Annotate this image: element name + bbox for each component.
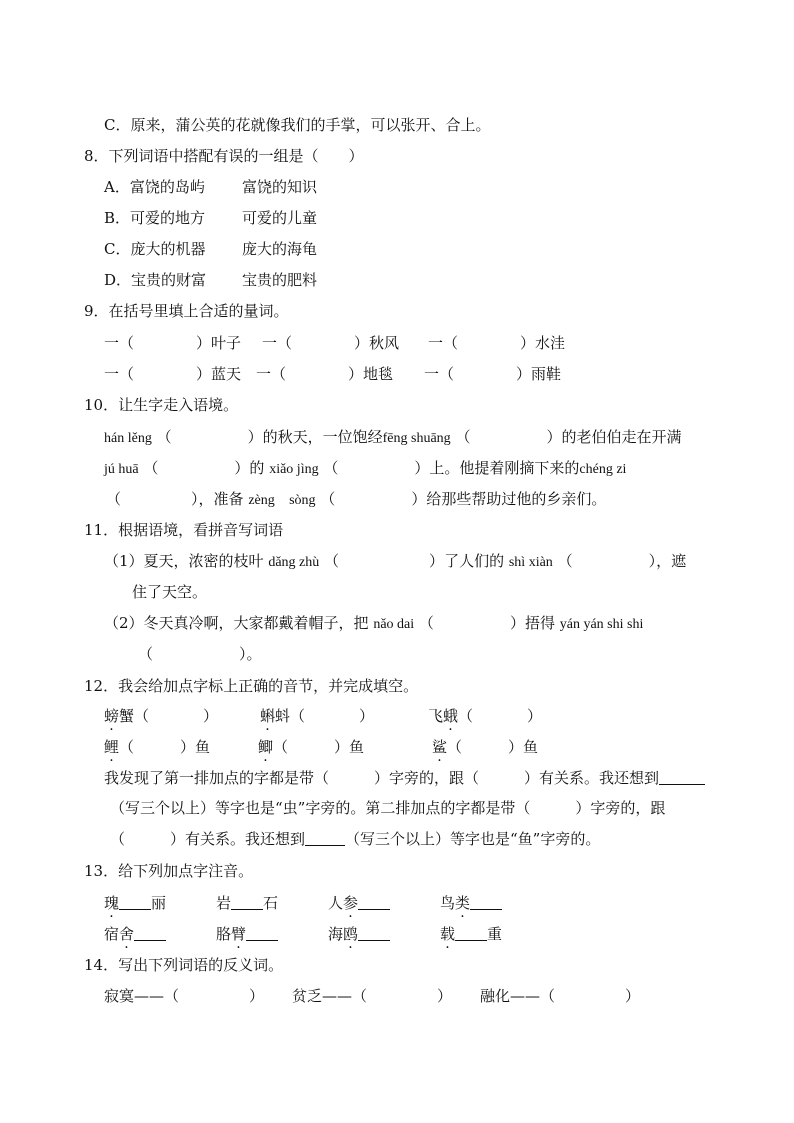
answer-blank[interactable]	[246, 924, 278, 941]
q14-stem: 14．写出下列词语的反义词。	[84, 956, 284, 974]
q9-paren: （	[439, 365, 455, 383]
q9-paren: （	[271, 365, 287, 383]
dotted-char: 臂	[231, 925, 247, 943]
q8-option-d	[104, 270, 206, 290]
q12-char: 鱼	[523, 738, 539, 756]
dotted-char: 鲤	[104, 738, 120, 756]
q9-one: 一	[424, 365, 440, 383]
q9-one: 一	[428, 334, 444, 352]
q14-word: 融化	[480, 987, 511, 1005]
pinyin: fēng shuāng	[382, 431, 451, 446]
q11-sentence-2: （2）冬天真冷啊，大家都戴着帽子，把 nǎo dai （ ）捂得 yán yán shi shi	[104, 614, 644, 632]
q12-text: （写三个以上）等字也是“鱼”字旁的。	[345, 830, 601, 848]
q9-paren: ）	[516, 365, 532, 383]
q9-item	[104, 333, 241, 353]
q14-item: 贫乏——（ ）	[292, 987, 453, 1005]
q10-line1: hán lěng （ ）的秋天，一位饱经fēng shuāng （ ）的老伯伯走在开满	[104, 428, 682, 446]
q9-paren: ）	[348, 365, 364, 383]
q13-item	[440, 893, 502, 913]
q12-item: 鲫（ ）鱼	[258, 738, 365, 756]
q14-word: 寂寞	[104, 987, 135, 1005]
q12-text: 我发现了第一排加点的字都是带（ ）字旁的，跟（ ）有关系。我还想到	[104, 769, 660, 787]
option-phrase: 宝贵的财富	[131, 271, 207, 289]
q9-item	[262, 333, 399, 353]
q13-item	[216, 924, 278, 944]
q12-paragraph-1	[104, 768, 705, 788]
q13-char: 宿	[104, 925, 120, 943]
q13-char: 胳	[216, 925, 232, 943]
q9-word: 叶子	[211, 334, 242, 352]
dotted-char: 舍	[119, 925, 135, 943]
q9-word: 水洼	[535, 334, 566, 352]
q13-item	[216, 893, 278, 913]
dotted-char: 蛾	[443, 707, 459, 725]
q11-text: ，遮	[656, 552, 687, 570]
q12-char: 鱼	[195, 738, 211, 756]
dotted-char: 螃	[104, 707, 120, 725]
q9-word: 秋风	[369, 334, 400, 352]
q9-item	[424, 364, 561, 384]
q9-paren: （	[443, 334, 459, 352]
dotted-char: 鲨	[432, 738, 448, 756]
dotted-char: 载	[440, 925, 456, 943]
q8-option-a	[104, 177, 205, 197]
answer-blank[interactable]	[305, 829, 345, 846]
q13-item	[104, 893, 166, 913]
q11-sentence-2-cont: （ ）。	[138, 645, 262, 663]
q14-word: 贫乏	[292, 987, 323, 1005]
q12-item: 飞蛾（ ）	[428, 707, 543, 725]
q10-line2: jú huā （ ）的 xiǎo jìng （ ）上。他提着刚摘下来的chéng zi	[104, 459, 627, 477]
q9-paren: （	[119, 365, 135, 383]
option-label: D．	[104, 271, 132, 289]
q10-line3: （ ），准备 zèng sòng （ ）给那些帮助过他的乡亲们。	[106, 490, 607, 508]
q12-char: 飞	[428, 707, 444, 725]
pinyin: hán lěng	[104, 431, 152, 446]
q14-item: 寂寞——（ ）	[104, 987, 265, 1005]
option-label: A．	[104, 178, 130, 196]
q12-text: （ ）有关系。我还想到	[110, 830, 306, 848]
q8-option-b-b: 可爱的儿童	[242, 209, 318, 227]
q9-one: 一	[104, 334, 120, 352]
q9-word: 雨鞋	[531, 365, 562, 383]
dotted-char: 类	[455, 894, 471, 912]
q8-option-b	[104, 208, 205, 228]
q12-item: 鲨（ ）鱼	[432, 738, 539, 756]
q7-option-c: C．原来，蒲公英的花就像我们的手掌，可以张开、合上。	[104, 116, 491, 134]
q13-char: 人	[328, 894, 344, 912]
q12-paragraph-3	[110, 829, 600, 849]
q9-paren: ）	[196, 365, 212, 383]
q9-paren: （	[119, 334, 135, 352]
q9-paren: ）	[354, 334, 370, 352]
option-phrase: 富饶的岛屿	[129, 178, 205, 196]
q9-paren: ）	[520, 334, 536, 352]
q8-option-c	[104, 239, 206, 259]
option-phrase: 可爱的地方	[130, 209, 206, 227]
q13-char: 岩	[216, 894, 232, 912]
q11-text: （2）冬天真冷啊，大家都戴着帽子，把	[104, 614, 369, 632]
q13-char: 石	[263, 894, 279, 912]
dotted-char: 蝌	[260, 707, 276, 725]
q11-stem: 11．根据语境，看拼音写词语	[84, 521, 284, 539]
q9-item	[256, 364, 393, 384]
dotted-char: 瑰	[104, 894, 120, 912]
dotted-char: 鸥	[343, 925, 359, 943]
answer-blank[interactable]	[134, 924, 166, 941]
q9-word: 地毯	[363, 365, 394, 383]
q11-text: （1）夏天，浓密的枝叶	[104, 552, 264, 570]
q12-stem: 12．我会给加点字标上正确的音节，并完成填空。	[84, 677, 419, 695]
q12-char: 蟹	[119, 707, 135, 725]
q9-paren: （	[277, 334, 293, 352]
q10-text: 给那些帮助过他的乡亲们。	[426, 490, 607, 508]
q9-paren: ）	[196, 334, 212, 352]
answer-blank[interactable]	[231, 893, 263, 910]
pinyin: sòng	[289, 493, 316, 508]
q12-paragraph-2: （写三个以上）等字也是“虫”字旁的。第二排加点的字都是带（ ）字旁的，跟	[110, 799, 666, 817]
q11-text: 捂得	[524, 614, 555, 632]
q13-char: 鸟	[440, 894, 456, 912]
option-label: B．	[104, 209, 131, 227]
q14-item: 融化——（ ）	[480, 987, 641, 1005]
q9-item	[428, 333, 565, 353]
answer-blank[interactable]	[455, 924, 487, 941]
q13-item	[328, 893, 390, 913]
q8-option-c-b: 庞大的海龟	[242, 240, 318, 258]
q9-item	[104, 364, 241, 384]
q12-char: 鱼	[349, 738, 365, 756]
q10-text: 的	[249, 459, 265, 477]
q11-text: 了人们的	[444, 552, 505, 570]
q8-option-d-b: 宝贵的肥料	[242, 271, 318, 289]
pinyin: xiǎo jìng	[269, 462, 319, 477]
q14-dash: ——	[322, 987, 353, 1005]
q9-one: 一	[104, 365, 120, 383]
pinyin: nǎo dai	[373, 617, 415, 632]
q12-char: 蚪	[275, 707, 291, 725]
q9-one: 一	[262, 334, 278, 352]
q13-char: 重	[487, 925, 503, 943]
q11-text: 。	[246, 645, 262, 663]
q13-item	[104, 924, 166, 944]
q13-stem: 13．给下列加点字注音。	[84, 862, 254, 880]
q8-stem: 8．下列词语中搭配有误的一组是（ ）	[84, 147, 364, 165]
option-label: C．	[104, 240, 131, 258]
answer-blank[interactable]	[358, 893, 390, 910]
q9-word: 蓝天	[211, 365, 242, 383]
q9-one: 一	[256, 365, 272, 383]
pinyin: shì xiàn	[508, 555, 553, 570]
q10-text: 的秋天，一位饱经	[262, 428, 383, 446]
q11-sentence-1: （1）夏天，浓密的枝叶 dǎng zhù （ ）了人们的 shì xiàn （ ），遮	[104, 552, 687, 570]
q10-text: 上。他提着刚摘下来的	[429, 459, 580, 477]
pinyin: zèng	[248, 493, 275, 508]
q13-item	[328, 924, 390, 944]
q12-item: 鲤（ ）鱼	[104, 738, 211, 756]
answer-blank[interactable]	[119, 893, 151, 910]
q14-dash: ——	[134, 987, 165, 1005]
dotted-char: 参	[343, 894, 359, 912]
answer-blank[interactable]	[470, 893, 502, 910]
q11-sentence-1-cont: 住了天空。	[132, 583, 208, 601]
option-phrase: 庞大的机器	[130, 240, 206, 258]
answer-blank[interactable]	[358, 924, 390, 941]
pinyin: yán yán shi shi	[559, 617, 644, 632]
q13-char: 丽	[151, 894, 167, 912]
q12-item: 螃蟹（ ）	[104, 707, 219, 725]
answer-blank[interactable]	[659, 768, 705, 785]
q10-text: 的老伯伯走在开满	[561, 428, 682, 446]
q9-stem: 9．在括号里填上合适的量词。	[84, 302, 289, 320]
q14-dash: ——	[510, 987, 541, 1005]
q13-item	[440, 924, 502, 944]
q12-item: 蝌蚪（ ）	[260, 707, 375, 725]
q13-char: 海	[328, 925, 344, 943]
dotted-char: 鲫	[258, 738, 274, 756]
pinyin: chéng zi	[579, 462, 627, 477]
q10-stem: 10．让生字走入语境。	[84, 396, 239, 414]
pinyin: jú huā	[104, 462, 139, 477]
q10-text: ，准备	[198, 490, 244, 508]
pinyin: dǎng zhù	[268, 555, 320, 570]
q8-option-a-b: 富饶的知识	[242, 178, 318, 196]
